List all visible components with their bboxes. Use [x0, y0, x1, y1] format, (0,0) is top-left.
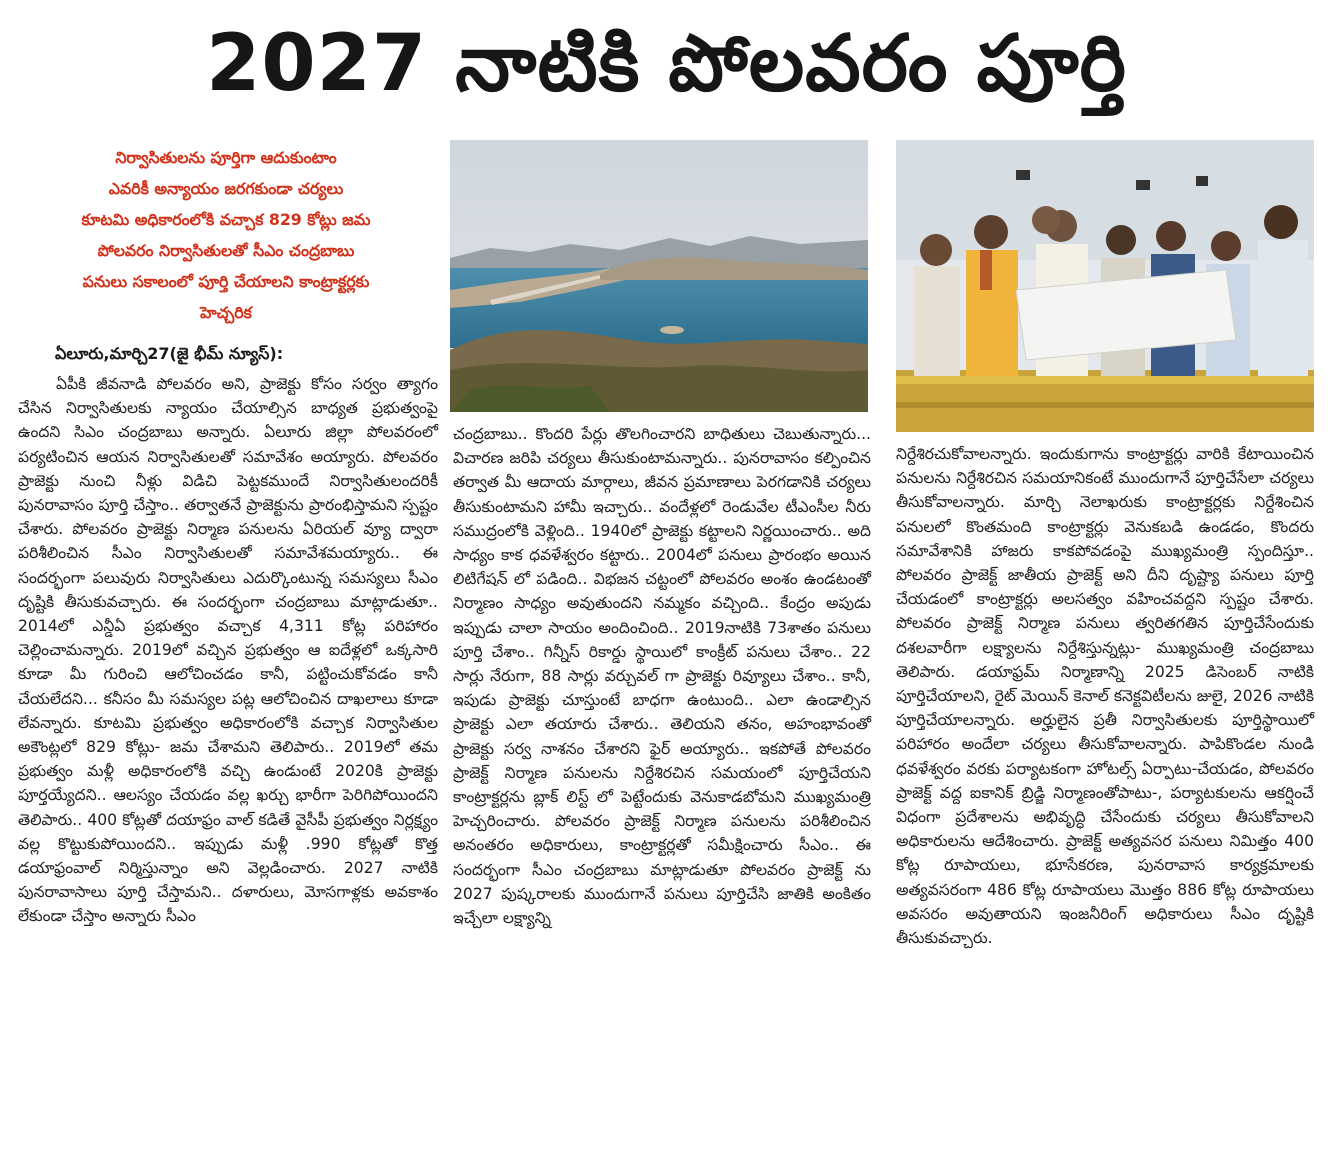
highlight-line: నిర్వాసితులను పూర్తిగా ఆదుకుంటాం — [115, 148, 337, 167]
highlights-box — [40, 142, 412, 328]
column-text: నిర్దేశిరచుకోవాలన్నారు. ఇందుకుగాను కాంట్రాక్టర్లు వారికి కేటాయించిన పనులను నిర్దేశిరచిన సమయానికంటే ముందుగానే పూర్తిచేసేలా చర్యలు తీసుకోవాలన్నారు. మార్చి నెలాఖరుకు కాంట్రాక్టర్లకు నిర్దేశించిన పనులలో కొంతమంది కాంట్రాక్టర్లు వెనుకబడి ఉండడం, కొందరు సమావేశానికి హాజరు కాకపోవడంపై ముఖ్యమంత్రి స్పందిస్తూ.. పోలవరం ప్రాజెక్ట్ జాతీయ ప్రాజెక్ట్ అని దీని దృష్ట్యా పనులు పూర్తి చేయడంలో కాంట్రాక్టర్లు అలసత్వం వహించవద్దని స్పష్టం చేశారు. పోలవరం ప్రాజెక్ట్ నిర్మాణ పనులు త్వరితగతిన పూర్తిచేసేందుకు దశలవారీగా లక్ష్యాలను నిర్దేశిస్తున్నట్లు- ముఖ్యమంత్రి చంద్రబాబు తెలిపారు. డయాఫ్రమ్ నిర్మాణాన్ని 2025 డిసెంబర్ నాటికి పూర్తిచేయాలని, రైట్ మెయిన్ కెనాల్ కనెక్టవిటీలను జులై, 2026 నాటికి పూర్తిచేయాలన్నారు. అర్హులైన ప్రతీ నిర్వాసితులకు పూర్తిస్థాయిలో పరిహారం అందేలా చర్యలు తీసుకోవాలన్నారు. పాపికొండల నుండి ధవళేశ్వరం వరకు పర్యాటకంగా హోటల్స్ ఏర్పాటు-చేయడం, పోలవరం ప్రాజెక్ట్ వద్ద ఐకానిక్ బ్రిడ్జి నిర్మాణంతోపాటు-, పర్యాటకులను ఆకర్షించే విధంగా ప్రదేశాలను అభివృద్ధి చేసేందుకు చర్యలు తీసుకోవాలని అధికారులను ఆదేశించారు. ప్రాజెక్ట్ అత్యవసర పనులు నిమిత్తం 400 కోట్ల రూపాయలు, భూసేకరణ, పునరావాస కార్యక్రమాలకు అత్యవసరంగా 486 కోట్ల రూపాయలు మొత్తం 886 కోట్ల రూపాయలు అవసరం అవుతాయని ఇంజనీరింగ్ అధికారులు సీఎం దృష్టికి తీసుకువచ్చారు. — [896, 445, 1314, 948]
article-column-3 — [896, 442, 1314, 950]
column-text: ఏపీకి జీవనాడి పోలవరం అని, ప్రాజెక్టు కోసం సర్వం త్యాగం చేసిన నిర్వాసితులకు న్యాయం చేయాల్సిన బాధ్యత ప్రభుత్వంపై ఉందని సిఎం చంద్రబాబు అన్నారు. ఏలూరు జిల్లా పోలవరంలో పర్యటించిన ఆయన నిర్వాసితులతో సమావేశం అయ్యారు. పోలవరం ప్రాజెక్టు నుంచి నీళ్లు విడిచి పెట్టకముందే నిర్వాసితులందరికీ పునరావాసం పూర్తి చేస్తాం.. తర్వాతనే ప్రాజెక్టును ప్రారంభిస్తామని స్పష్టం చేశారు. పోలవరం ప్రాజెక్టు నిర్మాణ పనులను ఏరియల్ వ్యూ ద్వారా పరిశీలించిన సీఎం నిర్వాసితులతో సమావేశమయ్యారు.. ఈ సందర్భంగా పలువురు నిర్వాసితులు ఎదుర్కొంటున్న సమస్యలు సీఎం దృష్టికి తీసుకువచ్చారు. ఈ సందర్భంగా చంద్రబాబు మాట్లాడుతూ.. 2014లో ఎన్డీఏ ప్రభుత్వం వచ్చాక 4,311 కోట్ల పరిహారం చెల్లించామన్నారు. 2019లో వచ్చిన ప్రభుత్వం ఆ ఐదేళ్లలో ఒక్కసారి కూడా మీ గురించి ఆలోచించడం కానీ, పట్టించుకోవడం కానీ చేయలేదని... కనీసం మీ సమస్యల పట్ల ఆలోచించిన దాఖలాలు కూడా లేవన్నారు. కూటమి ప్రభుత్వం అధికారంలోకి వచ్చాక నిర్వాసితుల అకౌంట్లలో 829 కోట్లు- జమ చేశామని తెలిపారు.. 2019లో తమ ప్రభుత్వం మళ్లీ అధికారంలోకి వచ్చి ఉండుంటే 2020కి ప్రాజెక్టు పూర్తయ్యేదని.. ఆలస్యం చేయడం వల్ల ఖర్చు భారీగా పెరిగిపోయిందని తెలిపారు.. 400 కోట్లతో దయాఫ్రం వాల్ కడితే వైసీపీ ప్రభుత్వం నిర్లక్ష్యం వల్ల కొట్టుకుపోయిందని.. ఇప్పుడు మళ్లీ .990 కోట్లతో కొత్త డయాఫ్రంవాల్ నిర్మిస్తున్నాం అని వెల్లడించారు. 2027 నాటికి పునరావాసాలు పూర్తి చేస్తామని.. దళారులు, మోసగాళ్లకు అవకాశం లేకుండా చేస్తాం అన్నారు సీఎం — [18, 375, 438, 926]
highlight-line: కూటమి అధికారంలోకి వచ్చాక 829 కోట్లు జమ — [81, 210, 371, 229]
dam-photo — [450, 140, 868, 412]
highlight-line: పనులు సకాలంలో పూర్తి చేయాలని కాంట్రాక్టర్లకు — [82, 272, 370, 291]
cm-inspection-photo — [896, 140, 1314, 432]
column-text: చంద్రబాబు.. కొందరి పేర్లు తొలగించారని బాధితులు చెబుతున్నారు... విచారణ జరిపి చర్యలు తీసుకుంటామన్నారు.. పునరావాసం కల్పించిన తర్వాత మీ ఆదాయ మార్గాలు, జీవన ప్రమాణాలు పెరగడానికి చర్యలు తీసుకుంటామని హామీ ఇచ్చారు.. వందేళ్లలో రెండువేల టీఎంసీల నీరు సముద్రంలోకి వెళ్లింది.. 1940లో ప్రాజెక్టు కట్టాలని నిర్ణయించారు.. అది సాధ్యం కాక ధవళేశ్వరం కట్టారు.. 2004లో పనులు ప్రారంభం అయిన లిటిగేషన్ లో పడింది.. విభజన చట్టంలో పోలవరం అంశం ఉండటంతో నిర్మాణం సాధ్యం అవుతుందని నమ్మకం వచ్చింది.. కేంద్రం అపుడు ఇప్పుడు చాలా సాయం అందించింది.. 2019నాటికి 73శాతం పనులు పూర్తి చేశాం.. గిన్నీస్ రికార్డు స్థాయిలో కాంక్రీట్ పనులు చేశాం.. 22 సార్లు నేరుగా, 88 సార్లు వర్చువల్ గా ప్రాజెక్టు రివ్యూలు చేశాం.. కానీ, ఇపుడు ప్రాజెక్టు చూస్తుంటే బాధగా ఉంటుంది.. ఎలా ఉండాల్సిన ప్రాజెక్టు ఎలా తయారు చేశారు.. తెలియని తనం, అహంభావంతో ప్రాజెక్టు సర్వ నాశనం చేశారని ఫైర్ అయ్యారు.. ఇకపోతే పోలవరం ప్రాజెక్ట్ నిర్మాణ పనులను నిర్దేశిరచిన సమయంలో పూర్తిచేయని కాంట్రాక్టర్లను బ్లాక్ లిస్ట్ లో పెట్టేందుకు వెనుకాడబోమని ముఖ్యమంత్రి హెచ్చరించారు. పోలవరం ప్రాజెక్ట్ నిర్మాణ పనులను పరిశీలించిన అనంతరం అధికారులు, కాంట్రాక్టర్లతో సమీక్షించారు సీఎం.. ఈ సందర్భంగా సీఎం చంద్రబాబు మాట్లాడుతూ పోలవరం ప్రాజెక్ట్ ను 2027 పుష్కరాలకు ముందుగానే పనులు పూర్తిచేసి జాతికి అంకితం ఇచ్చేలా లక్ష్యాన్ని — [453, 425, 871, 928]
article-column-1 — [18, 372, 438, 929]
highlight-line: పోలవరం నిర్వాసితులతో సీఎం చంద్రబాబు — [97, 241, 355, 260]
highlight-line: హెచ్చరిక — [200, 303, 252, 322]
headline: 2027 నాటికి పోలవరం పూర్తి — [206, 19, 1127, 109]
dateline: ఏలూరు,మార్చి27(జై భీమ్ న్యూస్): — [55, 344, 284, 363]
highlight-line: ఎవరికీ అన్యాయం జరగకుండా చర్యలు — [108, 179, 344, 198]
article-column-2 — [453, 422, 871, 930]
